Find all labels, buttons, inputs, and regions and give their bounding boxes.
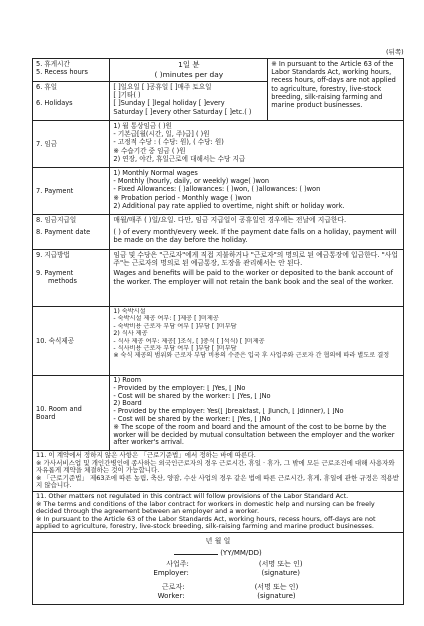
lodging-en-content <box>110 376 404 451</box>
method-line-kr: 임금 및 수당은 "근로자"에게 직접 지불하거나 "근로자"의 명의로 된 예금통장에 입금한다. "사업주"는 근로자의 명의로 된 예금통장, 도장을 관리해서는 안 된다. <box>113 251 398 268</box>
lodging-kr-row <box>33 307 404 376</box>
method-label-kr: 9. 지급방법 <box>36 251 70 259</box>
recess-label-kr: 5. 휴게시간 <box>36 60 70 68</box>
employer-label-en: Employer: <box>153 568 189 577</box>
payday-label <box>33 215 110 250</box>
item11-kr-row <box>33 451 404 492</box>
item11-kr-line-3: ※ 「근로기준법」 제63조에 따른 농림, 축산, 양잠, 수산 사업의 경우 같은 법에 따른 근로시간, 휴게, 휴일에 관한 규정은 적용받지 않습니다. <box>36 473 400 490</box>
wage-line-3: - 고정적 수당 : ( 수당: 원), ( 수당: 원) <box>113 138 224 147</box>
lodging-en-label <box>33 376 110 451</box>
working-hours-note-text: ※ In pursuant to the Article 63 of the Labor Standards Act, working hours, recess hours, off-days are not applied to agriculture, forestry, live-stock breeding, silk-raising farming and marine product businesses. <box>271 60 396 110</box>
lodging-label-en-1: 10. Room and <box>36 404 82 413</box>
method-label-en-2: methods <box>48 277 77 286</box>
worker-signature-field[interactable] <box>255 583 299 600</box>
item11-en-content <box>33 491 404 532</box>
method-label-en-1: 9. Payment <box>36 269 74 278</box>
employer-label-kr: 사업주: <box>166 560 189 569</box>
payday-label-en: 8. Payment date <box>36 228 91 237</box>
recess-row <box>33 59 404 82</box>
wage-content <box>110 121 404 168</box>
method-label <box>33 250 110 307</box>
wage-line-5: 2) 연장, 야간, 휴일근로에 대해서는 수당 지급 <box>113 154 246 163</box>
employer-sign-row <box>37 560 399 577</box>
recess-content <box>110 59 268 82</box>
lodging-label-en-2: Board <box>36 413 56 421</box>
date-kr: 년 월 일 <box>205 536 231 545</box>
worker-label-en: Worker: <box>157 591 185 600</box>
lodging-kr-line-2: - 숙박시설 제공 여부: [ ]제공 [ ]미제공 <box>113 315 219 323</box>
holidays-label <box>33 82 110 121</box>
item11-en-line-2: ※ The terms and conditions of the labor contract for workers in domestic help and nursing can be freely decided through the agreement between an employer and a worker. <box>36 499 375 516</box>
wage-line-2: - 기본급[월(시간, 일, 주)급] ( )원 <box>113 130 210 139</box>
employer-signature-field[interactable] <box>259 560 303 577</box>
lodging-kr-line-3: - 숙박비용 근로자 부담 여부 [ ]부담 [ ]미부담 <box>113 322 237 330</box>
wage-label <box>33 121 110 168</box>
recess-label-en: 5. Recess hours <box>36 68 88 77</box>
payday-label-kr: 8. 임금지급일 <box>36 216 77 224</box>
item11-en-row <box>33 491 404 532</box>
holidays-line-4: Saturday [ ]every other Saturday [ ]etc.( ) <box>113 107 252 116</box>
payment-row <box>33 168 404 215</box>
worker-sig-kr: (서명 또는 인) <box>254 583 299 592</box>
lodging-kr-content <box>110 307 404 376</box>
working-hours-note <box>268 59 404 121</box>
lodging-kr-label <box>33 307 110 376</box>
signature-row <box>33 532 404 604</box>
employer-sig-en: (signature) <box>261 568 300 577</box>
lodging-kr-note: ※ 숙식 제공의 범위와 근로자 부담 비용의 수준은 입국 후 사업주와 근로자 간 협의에 따라 별도로 결정 <box>113 352 390 360</box>
lodging-en-line-4: 2) Board <box>113 400 142 408</box>
item11-kr-line-2: ※ 가사서비스업 및 개인간병인에 종사하는 외국인근로자의 경우 근로시간, 휴일 · 휴가, 그 밖에 모든 근로조건에 대해 사용자와 자유롭게 계약을 체결하는 것이 가능합니다. <box>36 458 395 475</box>
date-blank[interactable] <box>174 554 218 555</box>
lodging-en-line-3: - Cost will be shared by the worker: [ ]Yes, [ ]No <box>113 392 271 400</box>
holidays-content <box>110 82 268 121</box>
holidays-label-en: 6. Holidays <box>36 99 73 108</box>
lodging-en-line-2: - Provided by the employer: [ ]Yes, [ ]No <box>113 384 246 392</box>
item11-en-line-1: 11. Other matters not regulated in this contract will follow provisions of the Labor Standard Act. <box>36 491 349 500</box>
item11-kr-content <box>33 451 404 492</box>
payment-line-5: 2) Additional pay rate applied to overtime, night shift or holiday work. <box>113 201 345 210</box>
payday-line-kr: 매월/매주 ( )일/요일. 다만, 임금 지급일이 공휴일인 경우에는 전날에 지급한다. <box>113 216 347 224</box>
lodging-label-kr: 10. 숙식제공 <box>36 336 75 345</box>
lodging-kr-line-5: - 식사 제공 여부: 제공[ ]조식, [ ]중식 [ ]석식) [ ]미제공 <box>113 337 265 345</box>
recess-label <box>33 59 110 82</box>
lodging-en-line-6: - Cost will be shared by the worker: [ ]Yes, [ ]No <box>113 415 271 423</box>
lodging-en-line-1: 1) Room <box>113 377 142 384</box>
date-en-line <box>37 549 399 558</box>
date-en: (YY/MM/DD) <box>220 548 262 557</box>
holidays-line-1: [ ]일요일 [ ]공휴일 [ ]매주 토요일 <box>113 83 212 91</box>
continued-marker: (뒤쪽) <box>386 48 404 56</box>
holidays-label-kr: 6. 휴일 <box>36 83 58 91</box>
item11-en-line-3: ※ In pursuant to the Article 63 of the Labor Standards Act, working hours, recess hours, off-days are not applied to agriculture, forestry, live-stock breeding, silk-raising farming and marine product businesses. <box>36 514 376 531</box>
method-row <box>33 250 404 307</box>
item11-kr-line-1: 11. 이 계약에서 정하지 않은 사항은 「근로기준법」에서 정하는 바에 따른다. <box>36 451 256 459</box>
worker-sig-en: (signature) <box>257 591 296 600</box>
worker-label-kr: 근로자: <box>161 583 185 592</box>
lodging-kr-line-6: - 식사비용 근로자 부담 여부 [ ]부담 [ ]미부담 <box>113 345 237 353</box>
lodging-en-note: ※ The scope of the room and board and the amount of the cost to be borne by the worker will be decided by mutual consultation between the employer and the worker after worker's arrival. <box>113 422 395 447</box>
payday-content <box>110 215 404 250</box>
method-line-en: Wages and benefits will be paid to the worker or deposited to the bank account of the worker. The employer will not retain the bank book and the seal of the worker. <box>113 269 394 286</box>
lodging-en-row <box>33 376 404 451</box>
payday-row <box>33 215 404 250</box>
lodging-kr-line-1: 1) 숙박시설 <box>113 308 146 315</box>
signature-block <box>33 532 404 604</box>
payment-line-1: 1) Monthly Normal wages <box>113 169 198 177</box>
payment-label-en: 7. Payment <box>36 186 74 195</box>
payday-line-en: ( ) of every month/every week. If the payment date falls on a holiday, payment will be made on the day before the holiday. <box>113 228 397 245</box>
recess-content-kr: 1일 분 <box>178 60 200 69</box>
wage-label-kr: 7. 임금 <box>36 139 58 148</box>
wage-row <box>33 121 404 168</box>
worker-sign-row <box>37 583 399 600</box>
employer-sig-kr: (서명 또는 인) <box>258 560 303 569</box>
recess-content-en: ( )minutes per day <box>154 70 224 79</box>
holidays-line-3: [ ]Sunday [ ]legal holiday [ ]every <box>113 99 225 108</box>
method-content <box>110 250 404 307</box>
wage-line-4: ※ 수습기간 중 임금 ( )원 <box>113 146 186 155</box>
lodging-kr-line-4: 2) 식사 제공 <box>113 330 148 338</box>
holidays-line-2: [ ]기타( ) <box>113 91 141 100</box>
payment-line-4: ※ Probation period - Monthly wage ( )won <box>113 193 252 202</box>
contract-table <box>32 58 404 605</box>
payment-line-2: - Monthly (hourly, daily, or weekly) wage( )won <box>113 177 270 186</box>
payment-label <box>33 168 110 215</box>
payment-content <box>110 168 404 215</box>
lodging-en-line-5: - Provided by the employer: Yes([ ]breakfast, [ ]lunch, [ ]dinner), [ ]No <box>113 408 344 416</box>
wage-line-1: 1) 월 통상임금 ( )원 <box>113 122 172 130</box>
payment-line-3: - Fixed Allowances: ( )allowances: ( )won, ( )allowances: ( )won <box>113 185 321 194</box>
